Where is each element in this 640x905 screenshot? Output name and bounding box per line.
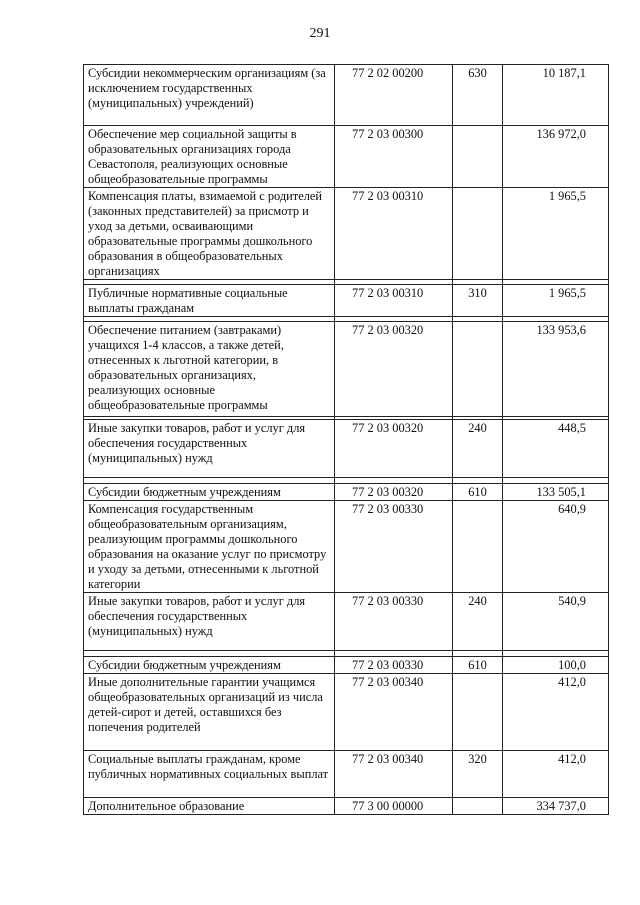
row-code-cell: 77 2 03 00320 (335, 484, 453, 501)
row-code-cell: 77 2 03 00330 (335, 501, 453, 593)
row-code-cell: 77 2 02 00200 (335, 65, 453, 126)
row-name-cell: Субсидии некоммерческим организациям (за исключением государственных (муниципальных) учреждений) (84, 65, 335, 126)
row-code-cell: 77 2 03 00320 (335, 322, 453, 417)
row-type-cell (453, 798, 503, 815)
row-amount-cell: 10 187,1 (503, 65, 609, 126)
table-row (84, 285, 609, 317)
row-type-cell (453, 501, 503, 593)
table-row (84, 420, 609, 478)
row-name-cell: Дополнительное образование (84, 798, 335, 815)
row-type-cell (453, 674, 503, 751)
row-type-cell: 240 (453, 420, 503, 478)
row-code-cell: 77 2 03 00300 (335, 126, 453, 188)
row-name-cell: Субсидии бюджетным учреждениям (84, 484, 335, 501)
row-amount-cell: 412,0 (503, 751, 609, 798)
row-type-cell: 610 (453, 657, 503, 674)
row-name-cell: Иные закупки товаров, работ и услуг для обеспечения государственных (муниципальных) нужд (84, 420, 335, 478)
table-row (84, 751, 609, 798)
row-name-cell: Компенсация платы, взимаемой с родителей (законных представителей) за присмотр и уход за детьми, осваивающими образовательные программы дошкольного образования в общеобразовательных организациях (84, 188, 335, 280)
row-name-cell: Иные дополнительные гарантии учащимся общеобразовательных организаций из числа детей-сирот и детей, оставшихся без попечения родителей (84, 674, 335, 751)
table-row (84, 65, 609, 126)
row-code-cell: 77 2 03 00310 (335, 188, 453, 280)
table-row (84, 798, 609, 815)
table-row (84, 501, 609, 593)
row-amount-cell: 540,9 (503, 593, 609, 651)
row-amount-cell: 448,5 (503, 420, 609, 478)
row-amount-cell: 640,9 (503, 501, 609, 593)
row-type-cell: 610 (453, 484, 503, 501)
row-type-cell: 320 (453, 751, 503, 798)
row-code-cell: 77 2 03 00330 (335, 657, 453, 674)
page-number: 291 (309, 26, 331, 41)
table-row (84, 484, 609, 501)
row-amount-cell: 133 505,1 (503, 484, 609, 501)
row-code-cell: 77 2 03 00340 (335, 751, 453, 798)
table-row (84, 188, 609, 280)
row-amount-cell: 1 965,5 (503, 285, 609, 317)
row-name-cell: Обеспечение питанием (завтраками) учащихся 1-4 классов, а также детей, отнесенных к льготной категории, в образовательных организациях, реализующих основные общеобразовательные программы (84, 322, 335, 417)
table-row (84, 126, 609, 188)
budget-table (83, 64, 609, 815)
table-row (84, 657, 609, 674)
row-code-cell: 77 3 00 00000 (335, 798, 453, 815)
row-type-cell (453, 188, 503, 280)
table-row (84, 593, 609, 651)
row-name-cell: Иные закупки товаров, работ и услуг для обеспечения государственных (муниципальных) нужд (84, 593, 335, 651)
row-type-cell: 310 (453, 285, 503, 317)
row-amount-cell: 412,0 (503, 674, 609, 751)
table-row (84, 674, 609, 751)
row-amount-cell: 100,0 (503, 657, 609, 674)
row-type-cell (453, 126, 503, 188)
row-name-cell: Публичные нормативные социальные выплаты гражданам (84, 285, 335, 317)
row-amount-cell: 1 965,5 (503, 188, 609, 280)
row-type-cell: 630 (453, 65, 503, 126)
row-type-cell: 240 (453, 593, 503, 651)
row-name-cell: Обеспечение мер социальной защиты в образовательных организациях города Севастополя, реализующих основные общеобразовательные программы (84, 126, 335, 188)
row-name-cell: Социальные выплаты гражданам, кроме публичных нормативных социальных выплат (84, 751, 335, 798)
table-row (84, 322, 609, 417)
row-name-cell: Субсидии бюджетным учреждениям (84, 657, 335, 674)
row-amount-cell: 334 737,0 (503, 798, 609, 815)
row-code-cell: 77 2 03 00310 (335, 285, 453, 317)
row-code-cell: 77 2 03 00320 (335, 420, 453, 478)
row-code-cell: 77 2 03 00330 (335, 593, 453, 651)
row-amount-cell: 136 972,0 (503, 126, 609, 188)
row-code-cell: 77 2 03 00340 (335, 674, 453, 751)
row-type-cell (453, 322, 503, 417)
row-name-cell: Компенсация государственным общеобразовательным организациям, реализующим программы дошкольного образования на оказание услуг по присмотру и уходу за детьми, отнесенными к льготной категории (84, 501, 335, 593)
row-amount-cell: 133 953,6 (503, 322, 609, 417)
